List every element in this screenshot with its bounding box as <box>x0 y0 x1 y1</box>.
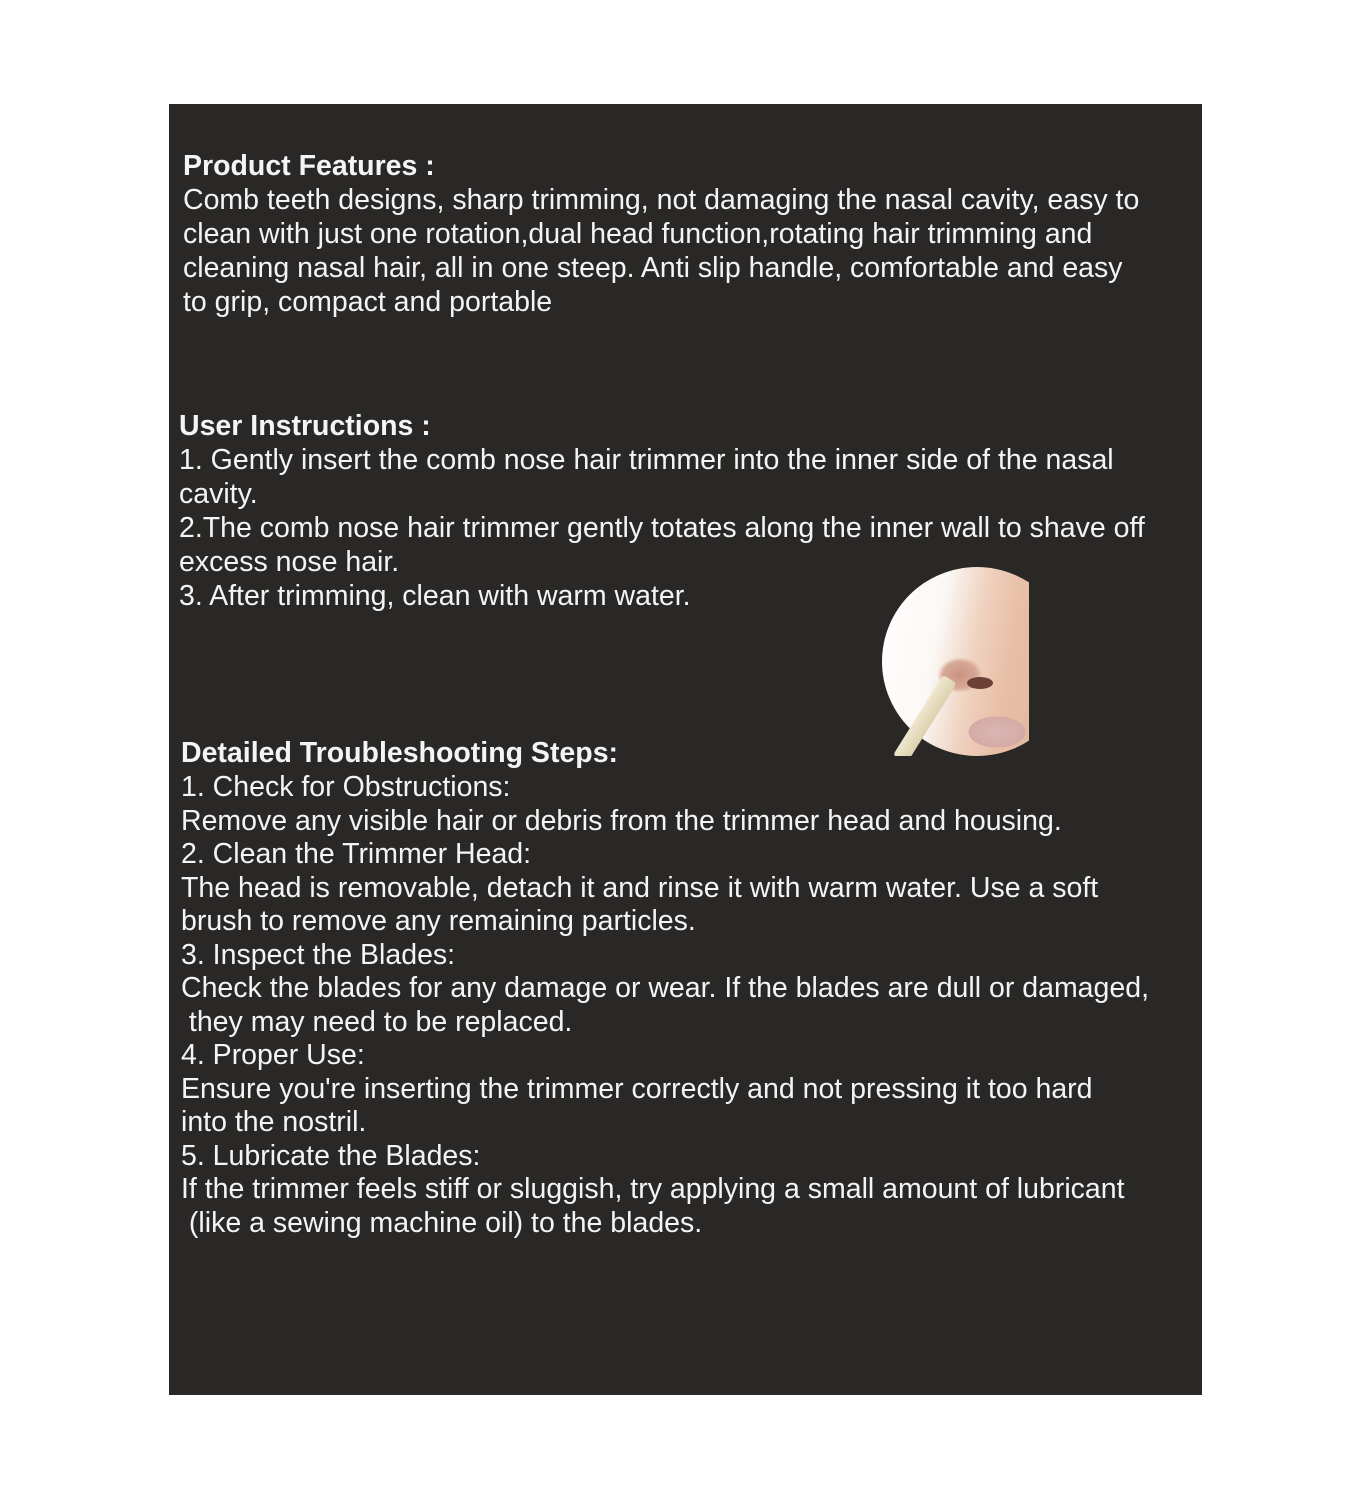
trimmer-icon <box>893 675 957 756</box>
troubleshooting-step-text: The head is removable, detach it and rinse it with warm water. Use a soft <box>181 872 1099 904</box>
info-panel <box>169 104 1202 1395</box>
troubleshooting-heading: Detailed Troubleshooting Steps: <box>181 737 619 769</box>
user-instructions-line: 1. Gently insert the comb nose hair trimmer into the inner side of the nasal <box>179 444 1114 476</box>
user-instructions-line: 3. After trimming, clean with warm water. <box>179 580 691 612</box>
face-image <box>882 567 1029 756</box>
product-features-line: Comb teeth designs, sharp trimming, not damaging the nasal cavity, easy to <box>183 184 1140 216</box>
product-features-line: cleaning nasal hair, all in one steep. Anti slip handle, comfortable and easy <box>183 252 1123 284</box>
troubleshooting-step-text: Check the blades for any damage or wear. If the blades are dull or damaged, <box>181 972 1149 1004</box>
troubleshooting-step-text: Remove any visible hair or debris from the trimmer head and housing. <box>181 805 1062 837</box>
troubleshooting-step-text: brush to remove any remaining particles. <box>181 905 696 937</box>
troubleshooting-step-text: (like a sewing machine oil) to the blades. <box>181 1207 703 1239</box>
product-features-heading: Product Features : <box>183 150 435 182</box>
user-instructions-heading: User Instructions : <box>179 410 431 442</box>
troubleshooting-step-text: they may need to be replaced. <box>181 1006 573 1038</box>
nostril-shape <box>967 677 993 689</box>
product-features-line: clean with just one rotation,dual head function,rotating hair trimming and <box>183 218 1093 250</box>
user-instructions-line: 2.The comb nose hair trimmer gently totates along the inner wall to shave off <box>179 512 1145 544</box>
troubleshooting-step-title: 1. Check for Obstructions: <box>181 771 511 803</box>
troubleshooting-step-title: 3. Inspect the Blades: <box>181 939 456 971</box>
troubleshooting-step-title: 2. Clean the Trimmer Head: <box>181 838 532 870</box>
user-instructions-line: excess nose hair. <box>179 546 400 578</box>
troubleshooting-step-text: into the nostril. <box>181 1106 367 1138</box>
troubleshooting-step-title: 4. Proper Use: <box>181 1039 365 1071</box>
troubleshooting-step-text: Ensure you're inserting the trimmer correctly and not pressing it too hard <box>181 1073 1093 1105</box>
user-instructions-line: cavity. <box>179 478 258 510</box>
troubleshooting-step-text: If the trimmer feels stiff or sluggish, try applying a small amount of lubricant <box>181 1173 1125 1205</box>
troubleshooting-step-title: 5. Lubricate the Blades: <box>181 1140 481 1172</box>
product-features-line: to grip, compact and portable <box>183 286 553 318</box>
nose-trimmer-photo <box>882 567 1029 756</box>
